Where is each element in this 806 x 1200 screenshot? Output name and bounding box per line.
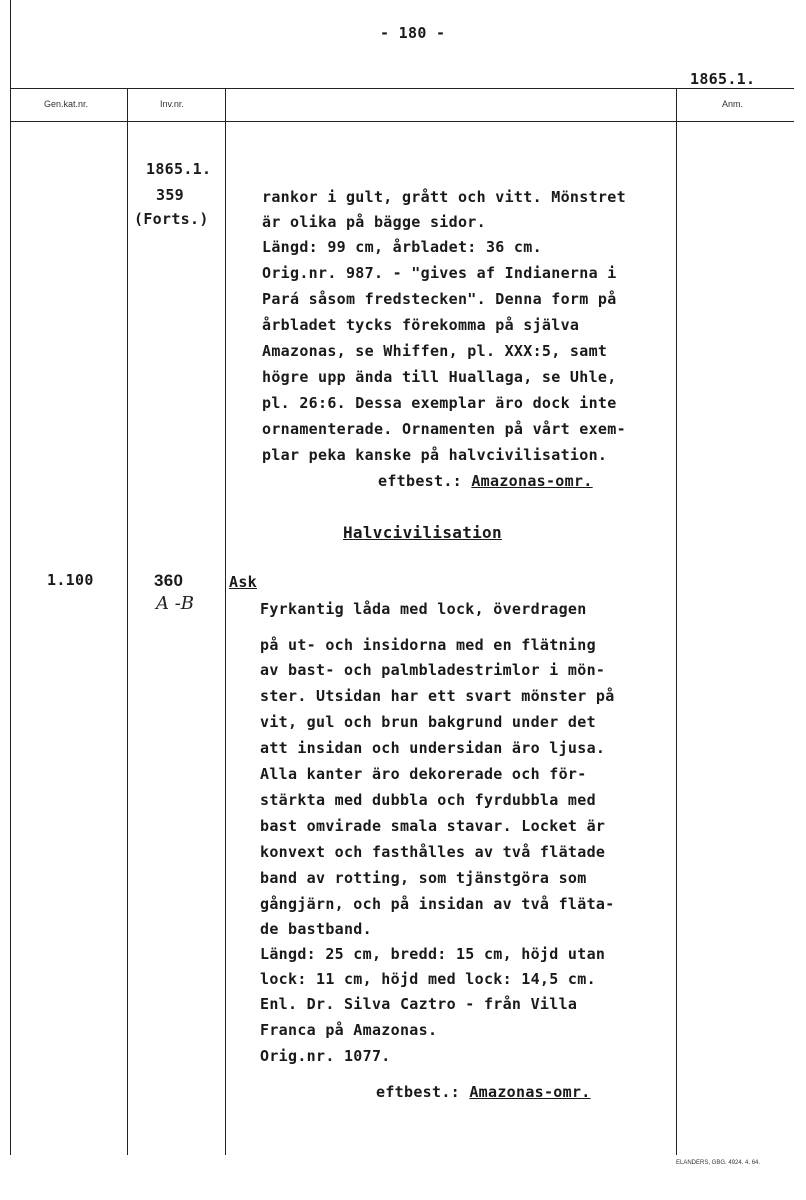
entry1-text-line: Längd: 99 cm, årbladet: 36 cm. (262, 238, 542, 256)
entry2-text-line: av bast- och palmbladestrimlor i mön- (260, 661, 606, 679)
eftbest-label: eftbest.: (376, 1083, 460, 1101)
entry2-text-line: stärkta med dubbla och fyrdubbla med (260, 791, 596, 809)
entry2-text-line: de bastband. (260, 920, 372, 938)
entry2-eftbest (376, 1083, 591, 1101)
entry2-text-line: Alla kanter äro dekorerade och för- (260, 765, 587, 783)
entry1-inv-line-2: 359 (156, 186, 184, 204)
eftbest-value: Amazonas-omr. (469, 1083, 591, 1101)
entry2-text-line: Fyrkantig låda med lock, överdragen (260, 600, 587, 618)
entry2-measure-line: Enl. Dr. Silva Caztro - från Villa (260, 995, 578, 1013)
col-header-anm: Anm. (722, 99, 744, 109)
col-divider-1 (127, 88, 128, 1155)
page-number: - 180 - (380, 24, 446, 42)
entry1-text-line: är olika på bägge sidor. (262, 213, 486, 231)
entry2-measure-line: Orig.nr. 1077. (260, 1047, 391, 1065)
left-border (10, 0, 11, 1155)
entry2-measure-line: Franca på Amazonas. (260, 1021, 438, 1039)
entry2-text-line: vit, gul och brun bakgrund under det (260, 713, 596, 731)
entry1-text-line: rankor i gult, grått och vitt. Mönstret (262, 188, 626, 206)
entry1-text-line: Pará såsom fredstecken". Denna form på (262, 290, 617, 308)
entry2-title: Ask (229, 573, 257, 591)
entry2-inv: 360 (154, 571, 184, 590)
printer-mark: ELANDERS, GBG. 4924. 4. 64. (676, 1160, 761, 1166)
entry2-text-line: på ut- och insidorna med en flätning (260, 636, 596, 654)
entry2-text-line: gångjärn, och på insidan av två fläta- (260, 895, 615, 913)
entry2-text-line: konvext och fasthålles av två flätade (260, 843, 606, 861)
entry1-text-line: högre upp ända till Huallaga, se Uhle, (262, 368, 617, 386)
col-divider-2 (225, 88, 226, 1155)
entry1-eftbest (378, 472, 593, 490)
entry2-text-line: bast omvirade smala stavar. Locket är (260, 817, 606, 835)
entry2-text-line: ster. Utsidan har ett svart mönster på (260, 687, 615, 705)
col-divider-3 (676, 88, 677, 1155)
entry1-inv-line-3: (Forts.) (134, 210, 209, 228)
col-header-gen-kat: Gen.kat.nr. (44, 99, 89, 109)
entry2-measure-line: lock: 11 cm, höjd med lock: 14,5 cm. (260, 970, 596, 988)
header-reference: 1865.1. (690, 70, 756, 88)
entry2-measure-line: Längd: 25 cm, bredd: 15 cm, höjd utan (260, 945, 606, 963)
eftbest-value: Amazonas-omr. (471, 472, 593, 490)
entry1-text-line: Amazonas, se Whiffen, pl. XXX:5, samt (262, 342, 608, 360)
entry1-text-line: årbladet tycks förekomma på själva (262, 316, 580, 334)
entry1-text-line: plar peka kanske på halvcivilisation. (262, 446, 608, 464)
section-heading: Halvcivilisation (343, 523, 502, 542)
entry1-text-line: pl. 26:6. Dessa exemplar äro dock inte (262, 394, 617, 412)
entry1-text-line: Orig.nr. 987. - "gives af Indianerna i (262, 264, 617, 282)
entry2-text-line: att insidan och undersidan äro ljusa. (260, 739, 606, 757)
entry1-inv-line-1: 1865.1. (146, 160, 212, 178)
entry2-text-line: band av rotting, som tjänstgöra som (260, 869, 587, 887)
col-header-inv: Inv.nr. (160, 99, 184, 109)
eftbest-label: eftbest.: (378, 472, 462, 490)
entry1-text-line: ornamenterade. Ornamenten på vårt exem- (262, 420, 626, 438)
entry2-gen-kat: 1.100 (47, 571, 94, 589)
entry2-inv-handwritten: A -B (156, 593, 195, 614)
